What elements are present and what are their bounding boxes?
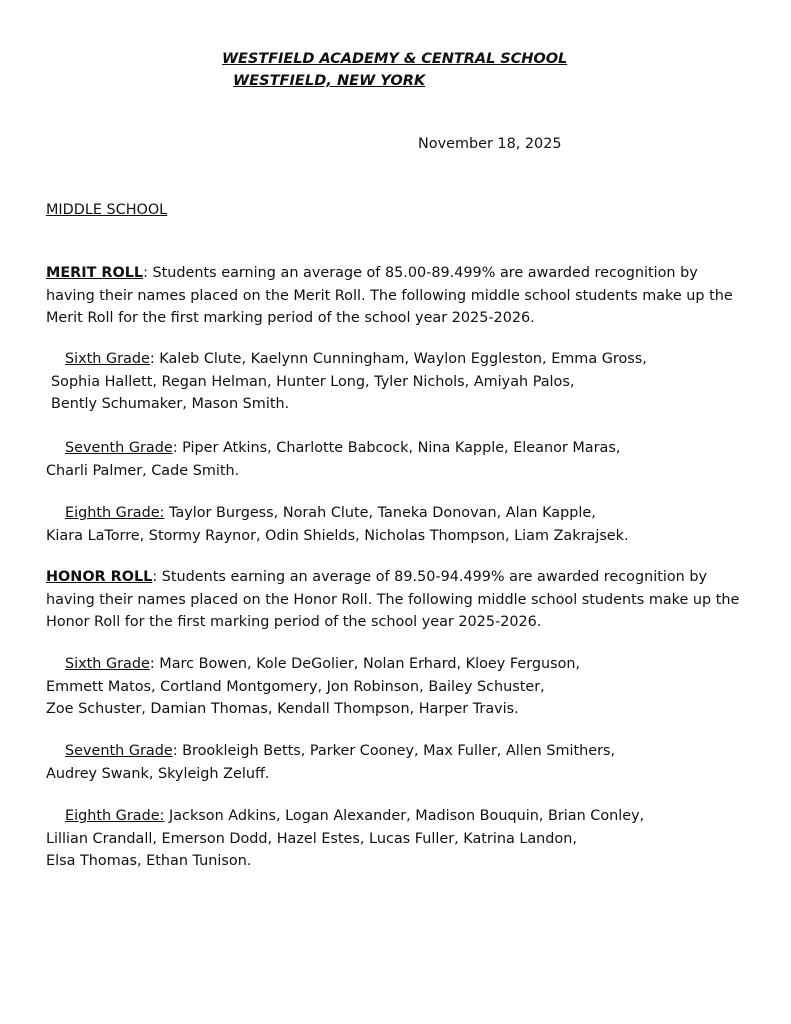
honor-eighth-grade [46, 805, 746, 873]
grade-label: Sixth Grade [65, 656, 150, 672]
merit-roll-intro-line: Merit Roll for the first marking period of the school year 2025-2026. [46, 310, 535, 327]
honor-roll-intro-line: HONOR ROLL: Students earning an average of 89.50-94.499% are awarded recognition by [46, 569, 708, 585]
grade-label: Sixth Grade [65, 351, 150, 367]
honor-roll-label: HONOR ROLL [46, 569, 153, 585]
honor-seventh-line: Seventh Grade: Brookleigh Betts, Parker Cooney, Max Fuller, Allen Smithers, [65, 743, 616, 759]
grade-label: Seventh Grade [65, 743, 173, 759]
merit-roll-label: MERIT ROLL [46, 265, 144, 281]
merit-roll-intro [46, 262, 746, 330]
section-heading-middle-school: MIDDLE SCHOOL [46, 202, 168, 218]
honor-sixth-line: Zoe Schuster, Damian Thomas, Kendall Thompson, Harper Travis. [46, 701, 519, 718]
honor-seventh-grade [46, 740, 746, 785]
merit-sixth-line: Sixth Grade: Kaleb Clute, Kaelynn Cunningham, Waylon Eggleston, Emma Gross, [65, 351, 647, 367]
honor-eighth-line: Elsa Thomas, Ethan Tunison. [46, 853, 252, 870]
grade-label: Eighth Grade: [65, 808, 165, 824]
merit-eighth-line: Kiara LaTorre, Stormy Raynor, Odin Shields, Nicholas Thompson, Liam Zakrajsek. [46, 527, 629, 544]
document-date: November 18, 2025 [418, 136, 562, 152]
merit-sixth-line: Bently Schumaker, Mason Smith. [51, 396, 290, 413]
merit-sixth-line: Sophia Hallett, Regan Helman, Hunter Long, Tyler Nichols, Amiyah Palos, [51, 373, 575, 390]
merit-eighth-grade [46, 502, 746, 547]
grade-label: Seventh Grade [65, 440, 173, 456]
merit-sixth-grade [46, 348, 746, 416]
merit-roll-intro-line: MERIT ROLL: Students earning an average of 85.00-89.499% are awarded recognition by [46, 265, 698, 281]
honor-seventh-line: Audrey Swank, Skyleigh Zeluff. [46, 765, 270, 782]
merit-seventh-line: Seventh Grade: Piper Atkins, Charlotte Babcock, Nina Kapple, Eleanor Maras, [65, 440, 621, 456]
school-name-heading: WESTFIELD ACADEMY & CENTRAL SCHOOL [222, 50, 568, 67]
grade-label: Eighth Grade: [65, 505, 165, 521]
honor-roll-intro-line: having their names placed on the Honor Roll. The following middle school students make up the [46, 591, 740, 608]
merit-roll-intro-line: having their names placed on the Merit Roll. The following middle school students make up the [46, 287, 733, 304]
honor-sixth-line: Sixth Grade: Marc Bowen, Kole DeGolier, Nolan Erhard, Kloey Ferguson, [65, 656, 581, 672]
honor-eighth-line: Eighth Grade: Jackson Adkins, Logan Alexander, Madison Bouquin, Brian Conley, [65, 808, 645, 824]
school-location-heading: WESTFIELD, NEW YORK [233, 72, 426, 89]
merit-seventh-grade [46, 437, 746, 482]
honor-roll-intro [46, 566, 746, 634]
merit-seventh-line: Charli Palmer, Cade Smith. [46, 462, 240, 479]
honor-eighth-line: Lillian Crandall, Emerson Dodd, Hazel Estes, Lucas Fuller, Katrina Landon, [46, 830, 577, 847]
honor-sixth-line: Emmett Matos, Cortland Montgomery, Jon Robinson, Bailey Schuster, [46, 678, 545, 695]
honor-roll-intro-line: Honor Roll for the first marking period of the school year 2025-2026. [46, 614, 542, 631]
honor-sixth-grade [46, 653, 746, 721]
merit-eighth-line: Eighth Grade: Taylor Burgess, Norah Clute, Taneka Donovan, Alan Kapple, [65, 505, 596, 521]
